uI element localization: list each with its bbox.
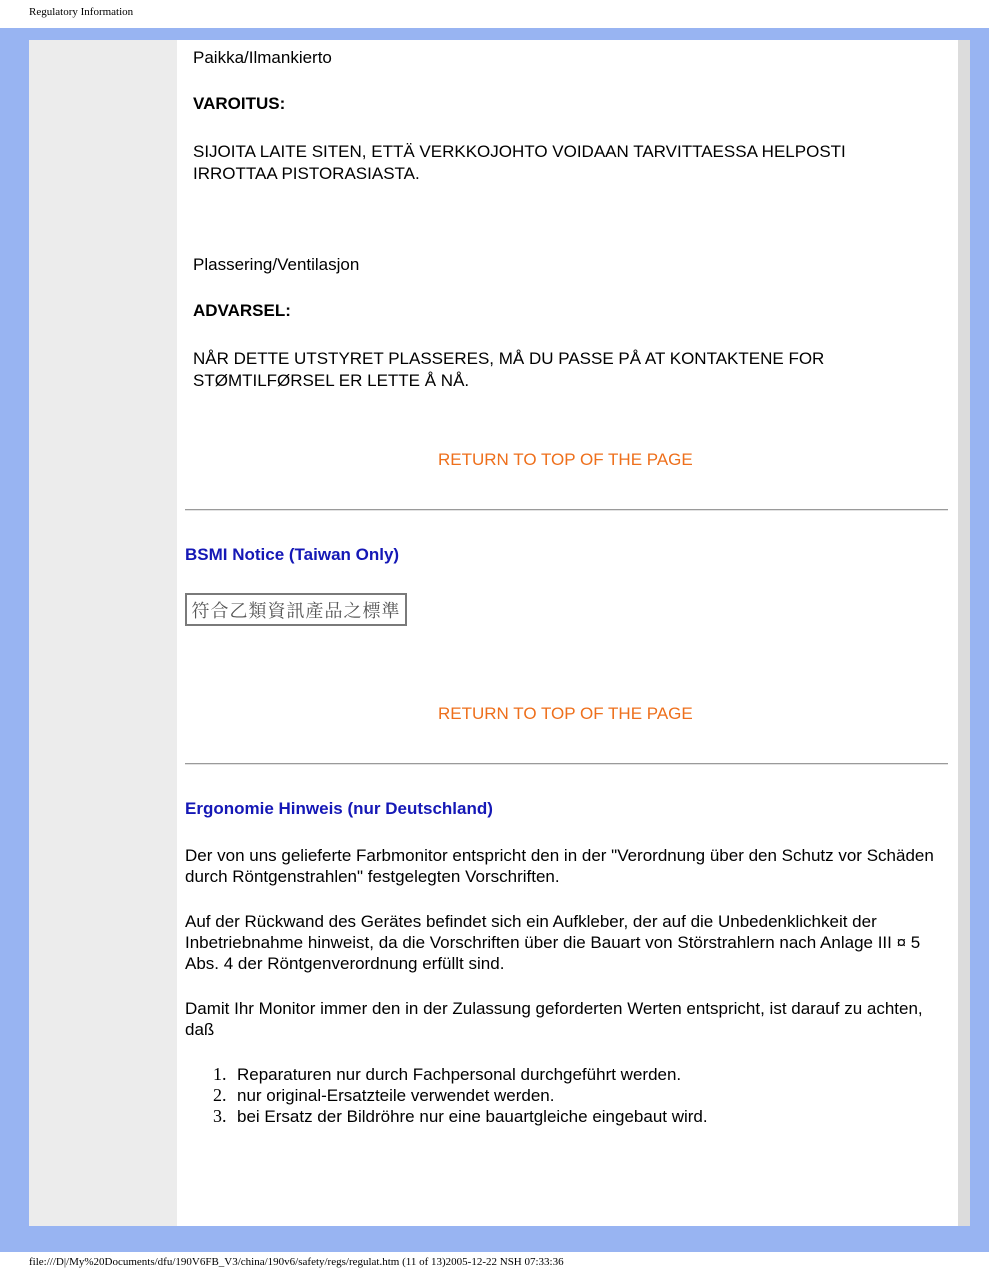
bsmi-heading: BSMI Notice (Taiwan Only) [185, 545, 400, 564]
content-panel [177, 40, 958, 1226]
list-item [185, 1085, 708, 1106]
list-item [185, 1064, 708, 1085]
list-item-text: bei Ersatz der Bildröhre nur eine bauartgleiche eingebaut wird. [237, 1107, 708, 1126]
browser-page-title: Regulatory Information [29, 6, 134, 18]
list-item-text: Reparaturen nur durch Fachpersonal durchgeführt werden. [237, 1065, 682, 1084]
ergonomie-para3-line1: Damit Ihr Monitor immer den in der Zulassung geforderten Werten entspricht, ist darauf zu achten, [185, 999, 923, 1018]
list-item-number: 1. [213, 1064, 227, 1084]
norwegian-warning-line1: NÅR DETTE UTSTYRET PLASSERES, MÅ DU PASSE PÅ AT KONTAKTENE FOR [193, 349, 825, 368]
finnish-warning-label: VAROITUS: [193, 94, 286, 113]
ergonomie-para3-line2: daß [185, 1020, 215, 1039]
ergonomie-requirements-list [185, 1064, 708, 1127]
finnish-warning-line2: IRROTTAA PISTORASIASTA. [193, 164, 420, 183]
ergonomie-heading: Ergonomie Hinweis (nur Deutschland) [185, 799, 493, 818]
section-divider [185, 509, 948, 511]
bsmi-class-b-label: 符合乙類資訊產品之標準 [185, 593, 407, 626]
ergonomie-para2-line2: Inbetriebnahme hinweist, da die Vorschriften über die Bauart von Störstrahlern nach Anlage III ¤ 5 [185, 933, 921, 952]
norwegian-warning-label: ADVARSEL: [193, 301, 291, 320]
page-file-path: file:///D|/My%20Documents/dfu/190V6FB_V3/china/190v6/safety/regs/regulat.htm (11 of 13)2005-12-22 NSH 07:33:36 [29, 1256, 564, 1268]
list-item-number: 3. [213, 1106, 227, 1126]
finnish-warning-line1: SIJOITA LAITE SITEN, ETTÄ VERKKOJOHTO VOIDAAN TARVITTAESSA HELPOSTI [193, 142, 846, 161]
return-to-top-link[interactable]: RETURN TO TOP OF THE PAGE [438, 450, 693, 469]
ergonomie-para2-line1: Auf der Rückwand des Gerätes befindet sich ein Aufkleber, der auf die Unbedenklichkeit der [185, 912, 877, 931]
norwegian-warning-line2: STØMTILFØRSEL ER LETTE Å NÅ. [193, 371, 470, 390]
list-item-text: nur original-Ersatzteile verwendet werden. [237, 1086, 555, 1105]
ergonomie-para2-line3: Abs. 4 der Röntgenverordnung erfüllt sind. [185, 954, 505, 973]
ergonomie-para1-line2: durch Röntgenstrahlen" festgelegten Vorschriften. [185, 867, 560, 886]
section-divider [185, 763, 948, 765]
list-item-number: 2. [213, 1085, 227, 1105]
norwegian-subtitle: Plassering/Ventilasjon [193, 255, 360, 274]
right-border-strip [958, 40, 970, 1226]
list-item [185, 1106, 708, 1127]
left-sidebar-column [29, 40, 177, 1226]
ergonomie-para1-line1: Der von uns gelieferte Farbmonitor entspricht den in der "Verordnung über den Schutz vor Schäden [185, 846, 934, 865]
finnish-subtitle: Paikka/Ilmankierto [193, 48, 332, 67]
return-to-top-link[interactable]: RETURN TO TOP OF THE PAGE [438, 704, 693, 723]
